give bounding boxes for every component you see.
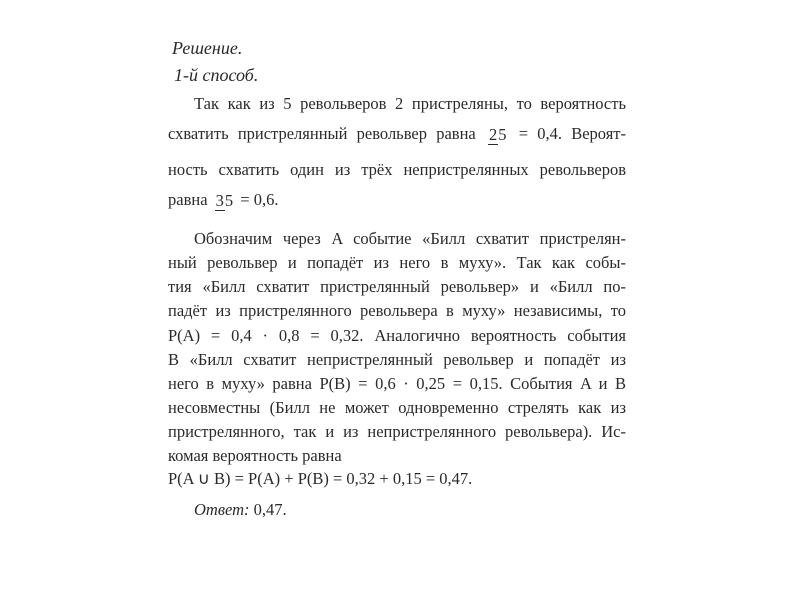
text-line: ный револьвер и попадёт из него в муху». Так как собы-	[168, 253, 626, 272]
text-segment: = 0,4. Вероят-	[518, 124, 626, 143]
text-line	[168, 124, 626, 144]
method-heading: 1-й способ.	[174, 65, 259, 85]
denominator: 5	[498, 125, 507, 145]
text-line: него в муху» равна P(B) = 0,6 · 0,25 = 0,15. События A и B	[168, 374, 626, 393]
formula-line: P(A ∪ B) = P(A) + P(B) = 0,32 + 0,15 = 0,47.	[168, 469, 473, 488]
fraction	[215, 191, 234, 210]
numerator: 2	[488, 125, 498, 145]
denominator: 5	[224, 191, 234, 211]
text-line: падёт из пристрелянного револьвера в муху» независимы, то	[168, 301, 626, 320]
text-segment: равна	[168, 190, 208, 209]
answer-line	[194, 500, 652, 520]
text-line: Так как из 5 револьверов 2 пристреляны, то вероятность	[194, 94, 626, 113]
text-line: несовместны (Билл не может одновременно стрелять как из	[168, 398, 626, 417]
text-segment: схватить пристрелянный револьвер равна	[168, 124, 476, 143]
answer-value: 0,47.	[253, 500, 287, 519]
text-line: пристрелянного, так и из непристрелянного револьвера). Ис-	[168, 422, 626, 441]
text-line: Обозначим через A событие «Билл схватит пристрелян-	[194, 229, 626, 248]
text-line: комая вероятность равна	[168, 446, 342, 465]
text-line: P(A) = 0,4 · 0,8 = 0,32. Аналогично вероятность события	[168, 326, 626, 345]
answer-label: Ответ:	[194, 500, 250, 519]
text-line: ность схватить один из трёх непристрелянных револьверов	[168, 160, 626, 179]
text-line: B «Билл схватит непристрелянный револьвер и попадёт из	[168, 350, 626, 369]
text-segment: = 0,6.	[240, 190, 279, 209]
solution-heading: Решение.	[172, 38, 243, 58]
text-line	[168, 190, 626, 210]
numerator: 3	[215, 191, 224, 211]
text-line: тия «Билл схватит пристрелянный револьвер» и «Билл по-	[168, 277, 626, 296]
fraction	[488, 125, 507, 144]
